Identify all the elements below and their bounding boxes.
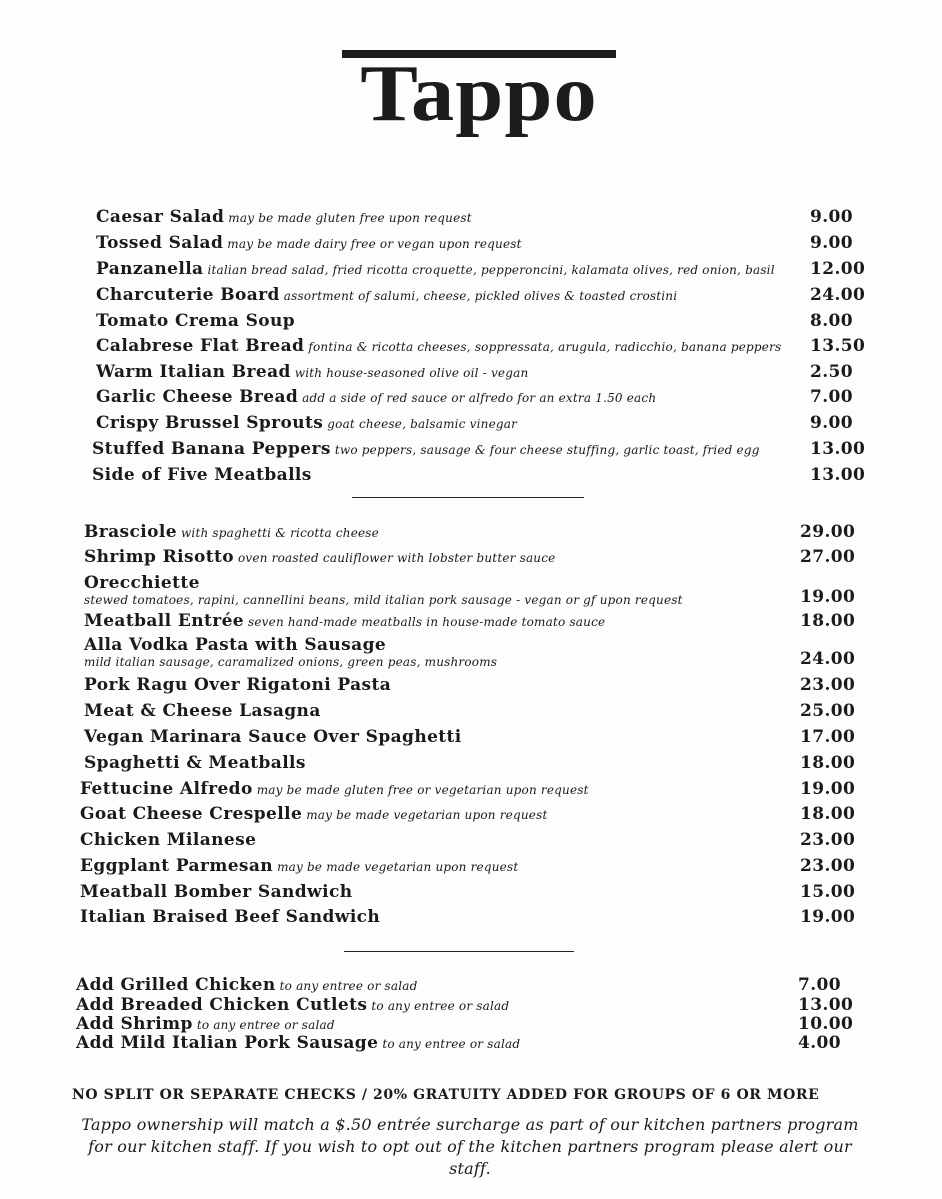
item-price: 9.00: [810, 413, 854, 433]
footer-line-1: Tappo ownership will match a $.50 entrée surcharge as part of our kitchen partners program: [81, 1115, 859, 1134]
item-name: Tossed Salad: [96, 233, 224, 253]
menu-item: [76, 975, 842, 995]
menu-item: [80, 907, 856, 927]
item-description: stewed tomatoes, rapini, cannellini beans, mild italian pork sausage - vegan or gf upon request: [84, 593, 683, 607]
item-price: 12.00: [810, 259, 866, 279]
item-description: italian bread salad, fried ricotta croquette, pepperoncini, kalamata olives, red onion, basil: [207, 263, 775, 277]
item-name: Add Mild Italian Pork Sausage: [76, 1033, 379, 1053]
menu-item: [76, 1033, 842, 1053]
item-name: Add Grilled Chicken: [76, 975, 276, 995]
item-price: 27.00: [800, 547, 856, 567]
item-name: Chicken Milanese: [80, 830, 257, 850]
menu-item: [96, 311, 854, 331]
item-price: 8.00: [810, 311, 854, 331]
item-price: 4.00: [798, 1033, 842, 1053]
item-name: Charcuterie Board: [96, 285, 280, 305]
item-price: 13.00: [810, 465, 866, 485]
menu-item: [84, 753, 856, 773]
item-price: 19.00: [800, 587, 856, 607]
menu-item: [80, 804, 856, 824]
menu-item: [96, 259, 866, 279]
item-price: 13.50: [810, 336, 866, 356]
menu-item: [84, 727, 856, 747]
menu-item: [76, 995, 854, 1015]
item-price: 7.00: [798, 975, 842, 995]
item-description: may be made vegetarian upon request: [306, 808, 548, 822]
menu-item: [80, 830, 856, 850]
item-price: 23.00: [800, 856, 856, 876]
section-divider: [344, 951, 574, 952]
logo-text: Tappo: [360, 50, 598, 138]
menu-item: [96, 233, 854, 253]
restaurant-logo: [342, 50, 616, 138]
item-price: 13.00: [798, 995, 854, 1015]
menu-item: [84, 701, 856, 721]
item-price: 7.00: [810, 387, 854, 407]
menu-item: [92, 465, 866, 485]
menu-item: [96, 285, 866, 305]
item-price: 18.00: [800, 804, 856, 824]
menu-item: [84, 611, 856, 631]
item-price: 24.00: [810, 285, 866, 305]
item-price: 10.00: [798, 1014, 854, 1034]
item-description: seven hand-made meatballs in house-made tomato sauce: [248, 615, 606, 629]
item-description: to any entree or salad: [382, 1037, 521, 1051]
item-price: 19.00: [800, 907, 856, 927]
item-name: Calabrese Flat Bread: [96, 336, 305, 356]
item-name: Warm Italian Bread: [96, 362, 291, 382]
item-name: Spaghetti & Meatballs: [84, 753, 306, 773]
item-name: Vegan Marinara Sauce Over Spaghetti: [84, 727, 462, 747]
item-description: to any entree or salad: [196, 1018, 335, 1032]
item-description: may be made gluten free or vegetarian upon request: [256, 783, 589, 797]
footer-line-2: for our kitchen staff. If you wish to opt out of the kitchen partners program please alert our staff.: [88, 1137, 852, 1178]
menu-item: [96, 387, 854, 407]
item-name: Orecchiette: [84, 573, 200, 593]
item-name: Side of Five Meatballs: [92, 465, 312, 485]
item-price: 18.00: [800, 611, 856, 631]
item-description: oven roasted cauliflower with lobster butter sauce: [237, 551, 556, 565]
item-description: may be made vegetarian upon request: [277, 860, 519, 874]
item-description: add a side of red sauce or alfredo for an extra 1.50 each: [302, 391, 657, 405]
item-description: to any entree or salad: [279, 979, 418, 993]
menu-item: [80, 882, 856, 902]
menu-item: [84, 547, 856, 567]
item-price: 17.00: [800, 727, 856, 747]
menu-item: [92, 439, 866, 459]
item-description: may be made dairy free or vegan upon request: [227, 237, 522, 251]
item-price: 2.50: [810, 362, 854, 382]
item-name: Eggplant Parmesan: [80, 856, 274, 876]
item-name: Shrimp Risotto: [84, 547, 234, 567]
menu-item: [96, 413, 854, 433]
check-policy-notice: NO SPLIT OR SEPARATE CHECKS / 20% GRATUITY ADDED FOR GROUPS OF 6 OR MORE: [72, 1087, 820, 1103]
item-name: Stuffed Banana Peppers: [92, 439, 331, 459]
kitchen-partners-note: [70, 1114, 870, 1180]
item-description: two peppers, sausage & four cheese stuffing, garlic toast, fried egg: [334, 443, 760, 457]
item-price: 9.00: [810, 207, 854, 227]
item-price: 25.00: [800, 701, 856, 721]
menu-item: [80, 856, 856, 876]
item-name: Meatball Entrée: [84, 611, 244, 631]
item-name: Meat & Cheese Lasagna: [84, 701, 321, 721]
item-name: Garlic Cheese Bread: [96, 387, 299, 407]
item-price: 24.00: [800, 649, 856, 669]
menu-item: [84, 635, 856, 669]
menu-item: [96, 336, 866, 356]
item-price: 23.00: [800, 675, 856, 695]
item-price: 19.00: [800, 779, 856, 799]
item-name: Caesar Salad: [96, 207, 225, 227]
item-name: Alla Vodka Pasta with Sausage: [84, 635, 387, 655]
item-description: with house-seasoned olive oil - vegan: [294, 366, 529, 380]
menu-item: [96, 207, 854, 227]
item-price: 9.00: [810, 233, 854, 253]
item-description: may be made gluten free upon request: [228, 211, 472, 225]
item-description: fontina & ricotta cheeses, soppressata, arugula, radicchio, banana peppers: [308, 340, 782, 354]
menu-item: [84, 675, 856, 695]
item-price: 18.00: [800, 753, 856, 773]
item-price: 29.00: [800, 522, 856, 542]
item-price: 13.00: [810, 439, 866, 459]
section-divider: [352, 497, 584, 498]
menu-item: [80, 779, 856, 799]
item-price: 23.00: [800, 830, 856, 850]
item-name: Meatball Bomber Sandwich: [80, 882, 353, 902]
item-name: Brasciole: [84, 522, 177, 542]
menu-item: [84, 573, 856, 607]
item-description: assortment of salumi, cheese, pickled olives & toasted crostini: [283, 289, 678, 303]
item-name: Fettucine Alfredo: [80, 779, 253, 799]
item-description: to any entree or salad: [371, 999, 510, 1013]
item-name: Tomato Crema Soup: [96, 311, 296, 331]
item-name: Panzanella: [96, 259, 204, 279]
menu-item: [76, 1014, 854, 1034]
menu-item: [96, 362, 854, 382]
item-description: mild italian sausage, caramalized onions, green peas, mushrooms: [84, 655, 498, 669]
item-price: 15.00: [800, 882, 856, 902]
item-name: Add Breaded Chicken Cutlets: [76, 995, 368, 1015]
item-description: goat cheese, balsamic vinegar: [327, 417, 518, 431]
item-name: Italian Braised Beef Sandwich: [80, 907, 381, 927]
item-name: Goat Cheese Crespelle: [80, 804, 303, 824]
item-name: Crispy Brussel Sprouts: [96, 413, 324, 433]
menu-item: [84, 522, 856, 542]
item-description: with spaghetti & ricotta cheese: [180, 526, 379, 540]
item-name: Add Shrimp: [76, 1014, 193, 1034]
item-name: Pork Ragu Over Rigatoni Pasta: [84, 675, 392, 695]
